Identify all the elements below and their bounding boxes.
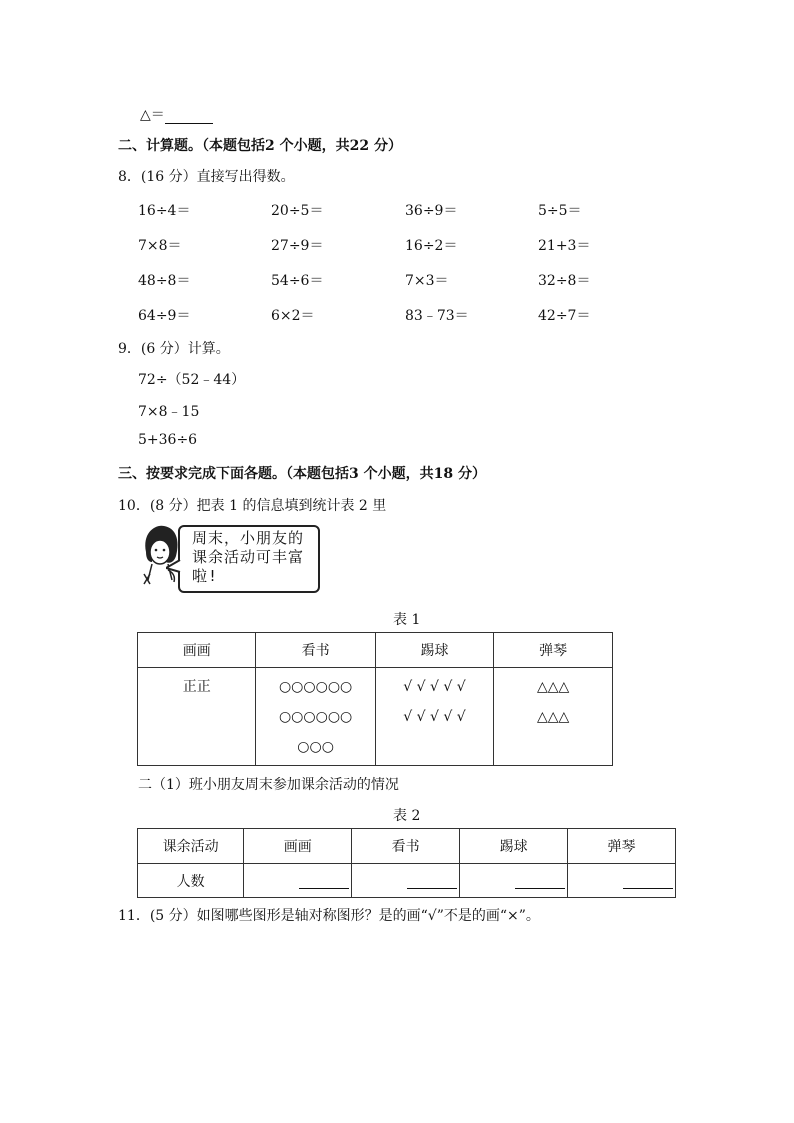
bubble-tail (166, 560, 182, 574)
q8-cell: 16÷2＝ (405, 238, 458, 254)
q8-cell: 21+3＝ (538, 238, 591, 254)
q8-cell: 16÷4＝ (138, 203, 191, 219)
table1-header: 画画 (138, 633, 256, 668)
table1 (137, 632, 613, 766)
table1-header: 弹琴 (494, 633, 613, 668)
q8-cell: 36÷9＝ (405, 203, 458, 219)
table2-answer-cell[interactable] (244, 864, 352, 898)
q8-title: 8．(16 分）直接写出得数。 (118, 169, 295, 185)
q9-item: 72÷（52﹣44） (138, 372, 246, 388)
q9-item: 5+36÷6 (138, 432, 198, 448)
table1-caption: 表 1 (393, 612, 421, 628)
table2-answer-cell[interactable] (568, 864, 676, 898)
table1-tanqin-cell (494, 668, 613, 766)
triangle-marks: △△△ (536, 679, 570, 695)
q8-cell: 48÷8＝ (138, 273, 191, 289)
circle-marks: ○○○○○○ (278, 709, 353, 725)
answer-blank[interactable] (299, 874, 349, 889)
q8-cell: 32÷8＝ (538, 273, 591, 289)
table1-header: 踢球 (375, 633, 493, 668)
tally-marks: 正正 (182, 679, 211, 695)
check-marks: √ √ √ √ √ (403, 709, 466, 725)
answer-blank[interactable] (515, 874, 565, 889)
table2-row-label: 人数 (138, 864, 244, 898)
speech-bubble-text: 周末，小朋友的课余活动可丰富啦! (192, 529, 305, 585)
table2-answer-cell[interactable] (460, 864, 568, 898)
table2-answer-cell[interactable] (352, 864, 460, 898)
q8-cell: 5÷5＝ (538, 203, 582, 219)
table1-huahua-cell (138, 668, 256, 766)
table2-title: 二（1）班小朋友周末参加课余活动的情况 (138, 777, 399, 793)
table1-header: 看书 (256, 633, 375, 668)
q8-cell: 7×3＝ (405, 273, 449, 289)
q8-cell: 83﹣73＝ (405, 308, 469, 324)
q10-title: 10．(8 分）把表 1 的信息填到统计表 2 里 (118, 498, 387, 514)
table2-header: 课余活动 (138, 829, 244, 864)
q8-cell: 42÷7＝ (538, 308, 591, 324)
circle-marks: ○○○○○○ (278, 679, 353, 695)
section2-heading: 二、计算题。（本题包括2 个小题，共22 分） (118, 138, 402, 154)
answer-blank[interactable] (623, 874, 673, 889)
table2-header: 弹琴 (568, 829, 676, 864)
table2-caption: 表 2 (393, 808, 421, 824)
circle-marks: ○○○ (297, 739, 334, 755)
q8-cell: 20÷5＝ (271, 203, 324, 219)
q8-cell: 27÷9＝ (271, 238, 324, 254)
q11-title: 11．(5 分）如图哪些图形是轴对称图形？是的画“√”不是的画“×”。 (118, 908, 540, 924)
q9-title: 9．(6 分）计算。 (118, 341, 230, 357)
triangle-answer (140, 104, 213, 124)
answer-blank[interactable] (407, 874, 457, 889)
check-marks: √ √ √ √ √ (403, 679, 466, 695)
q9-item: 7×8﹣15 (138, 404, 200, 420)
table2 (137, 828, 676, 898)
q8-cell: 7×8＝ (138, 238, 182, 254)
q8-cell: 54÷6＝ (271, 273, 324, 289)
answer-blank[interactable] (165, 107, 213, 124)
table2-header: 看书 (352, 829, 460, 864)
table1-kanshu-cell (256, 668, 375, 766)
q8-cell: 64÷9＝ (138, 308, 191, 324)
triangle-marks: △△△ (536, 709, 570, 725)
table2-header: 踢球 (460, 829, 568, 864)
section3-heading: 三、按要求完成下面各题。（本题包括3 个小题，共18 分） (118, 466, 486, 482)
q8-cell: 6×2＝ (271, 308, 315, 324)
table1-tiqiu-cell (375, 668, 493, 766)
triangle-answer-label: △＝ (140, 107, 165, 123)
table2-header: 画画 (244, 829, 352, 864)
